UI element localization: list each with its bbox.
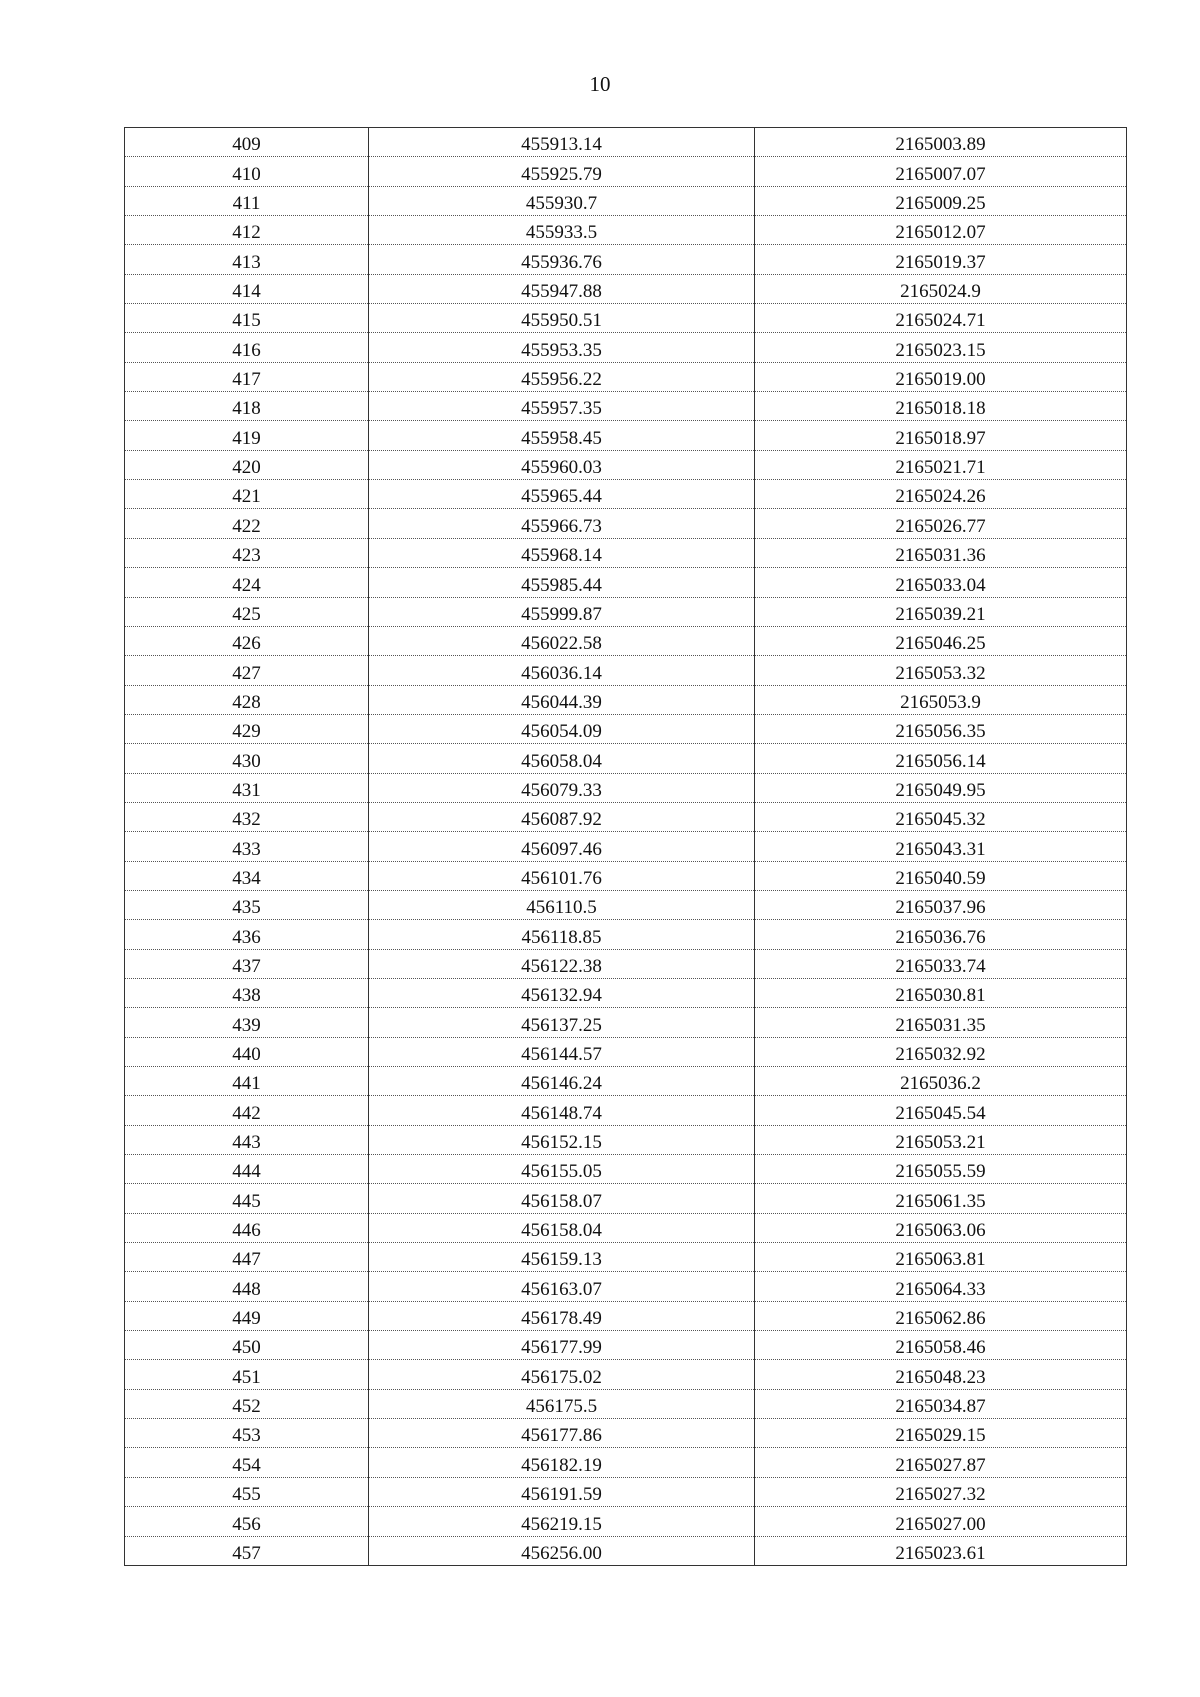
point-number-cell: 412: [125, 216, 369, 245]
point-number-cell: 454: [125, 1448, 369, 1477]
y-coordinate-cell: 2165055.59: [755, 1155, 1127, 1184]
x-coordinate-cell: 456219.15: [369, 1507, 755, 1536]
coordinates-table-body: [125, 128, 1127, 1566]
x-coordinate-cell: 456079.33: [369, 773, 755, 802]
table-row: [125, 714, 1127, 743]
table-row: [125, 656, 1127, 685]
table-row: [125, 685, 1127, 714]
point-number-cell: 424: [125, 568, 369, 597]
table-row: [125, 1419, 1127, 1448]
x-coordinate-cell: 456132.94: [369, 978, 755, 1007]
y-coordinate-cell: 2165021.71: [755, 450, 1127, 479]
table-row: [125, 274, 1127, 303]
point-number-cell: 415: [125, 304, 369, 333]
x-coordinate-cell: 456087.92: [369, 802, 755, 831]
point-number-cell: 431: [125, 773, 369, 802]
x-coordinate-cell: 456163.07: [369, 1272, 755, 1301]
point-number-cell: 413: [125, 245, 369, 274]
x-coordinate-cell: 455913.14: [369, 128, 755, 157]
table-row: [125, 1272, 1127, 1301]
y-coordinate-cell: 2165029.15: [755, 1419, 1127, 1448]
y-coordinate-cell: 2165046.25: [755, 626, 1127, 655]
point-number-cell: 442: [125, 1096, 369, 1125]
x-coordinate-cell: 455953.35: [369, 333, 755, 362]
point-number-cell: 447: [125, 1243, 369, 1272]
x-coordinate-cell: 456054.09: [369, 714, 755, 743]
x-coordinate-cell: 456036.14: [369, 656, 755, 685]
table-row: [125, 832, 1127, 861]
y-coordinate-cell: 2165036.76: [755, 920, 1127, 949]
point-number-cell: 409: [125, 128, 369, 157]
y-coordinate-cell: 2165063.81: [755, 1243, 1127, 1272]
point-number-cell: 433: [125, 832, 369, 861]
x-coordinate-cell: 456118.85: [369, 920, 755, 949]
x-coordinate-cell: 455956.22: [369, 362, 755, 391]
point-number-cell: 420: [125, 450, 369, 479]
y-coordinate-cell: 2165019.00: [755, 362, 1127, 391]
point-number-cell: 411: [125, 186, 369, 215]
table-row: [125, 1477, 1127, 1506]
x-coordinate-cell: 456146.24: [369, 1067, 755, 1096]
x-coordinate-cell: 455960.03: [369, 450, 755, 479]
table-row: [125, 186, 1127, 215]
table-row: [125, 1389, 1127, 1418]
table-row: [125, 538, 1127, 567]
point-number-cell: 416: [125, 333, 369, 362]
y-coordinate-cell: 2165039.21: [755, 597, 1127, 626]
table-row: [125, 568, 1127, 597]
y-coordinate-cell: 2165024.26: [755, 480, 1127, 509]
table-row: [125, 1507, 1127, 1536]
table-row: [125, 245, 1127, 274]
y-coordinate-cell: 2165062.86: [755, 1301, 1127, 1330]
y-coordinate-cell: 2165031.35: [755, 1008, 1127, 1037]
x-coordinate-cell: 456158.07: [369, 1184, 755, 1213]
point-number-cell: 456: [125, 1507, 369, 1536]
point-number-cell: 448: [125, 1272, 369, 1301]
page-number: 10: [589, 72, 611, 96]
point-number-cell: 429: [125, 714, 369, 743]
y-coordinate-cell: 2165009.25: [755, 186, 1127, 215]
y-coordinate-cell: 2165003.89: [755, 128, 1127, 157]
point-number-cell: 438: [125, 978, 369, 1007]
x-coordinate-cell: 456175.5: [369, 1389, 755, 1418]
y-coordinate-cell: 2165019.37: [755, 245, 1127, 274]
x-coordinate-cell: 455966.73: [369, 509, 755, 538]
point-number-cell: 423: [125, 538, 369, 567]
y-coordinate-cell: 2165023.15: [755, 333, 1127, 362]
table-row: [125, 450, 1127, 479]
table-row: [125, 802, 1127, 831]
x-coordinate-cell: 456177.99: [369, 1331, 755, 1360]
x-coordinate-cell: 456178.49: [369, 1301, 755, 1330]
point-number-cell: 453: [125, 1419, 369, 1448]
point-number-cell: 410: [125, 157, 369, 186]
point-number-cell: 451: [125, 1360, 369, 1389]
point-number-cell: 432: [125, 802, 369, 831]
point-number-cell: 444: [125, 1155, 369, 1184]
point-number-cell: 439: [125, 1008, 369, 1037]
y-coordinate-cell: 2165064.33: [755, 1272, 1127, 1301]
table-row: [125, 157, 1127, 186]
table-row: [125, 1155, 1127, 1184]
point-number-cell: 457: [125, 1536, 369, 1565]
x-coordinate-cell: 456182.19: [369, 1448, 755, 1477]
table-row: [125, 128, 1127, 157]
table-row: [125, 392, 1127, 421]
x-coordinate-cell: 456144.57: [369, 1037, 755, 1066]
table-row: [125, 216, 1127, 245]
point-number-cell: 414: [125, 274, 369, 303]
y-coordinate-cell: 2165030.81: [755, 978, 1127, 1007]
table-row: [125, 1331, 1127, 1360]
x-coordinate-cell: 456148.74: [369, 1096, 755, 1125]
x-coordinate-cell: 456137.25: [369, 1008, 755, 1037]
point-number-cell: 418: [125, 392, 369, 421]
y-coordinate-cell: 2165012.07: [755, 216, 1127, 245]
point-number-cell: 425: [125, 597, 369, 626]
y-coordinate-cell: 2165007.07: [755, 157, 1127, 186]
y-coordinate-cell: 2165036.2: [755, 1067, 1127, 1096]
y-coordinate-cell: 2165040.59: [755, 861, 1127, 890]
y-coordinate-cell: 2165045.32: [755, 802, 1127, 831]
y-coordinate-cell: 2165053.9: [755, 685, 1127, 714]
x-coordinate-cell: 456044.39: [369, 685, 755, 714]
coordinates-table: [124, 127, 1127, 1566]
table-row: [125, 890, 1127, 919]
point-number-cell: 446: [125, 1213, 369, 1242]
table-row: [125, 1037, 1127, 1066]
y-coordinate-cell: 2165056.35: [755, 714, 1127, 743]
y-coordinate-cell: 2165033.74: [755, 949, 1127, 978]
x-coordinate-cell: 455999.87: [369, 597, 755, 626]
y-coordinate-cell: 2165037.96: [755, 890, 1127, 919]
y-coordinate-cell: 2165024.71: [755, 304, 1127, 333]
y-coordinate-cell: 2165053.32: [755, 656, 1127, 685]
table-row: [125, 1536, 1127, 1565]
table-row: [125, 1184, 1127, 1213]
x-coordinate-cell: 456155.05: [369, 1155, 755, 1184]
point-number-cell: 426: [125, 626, 369, 655]
x-coordinate-cell: 455950.51: [369, 304, 755, 333]
table-row: [125, 978, 1127, 1007]
y-coordinate-cell: 2165049.95: [755, 773, 1127, 802]
table-row: [125, 304, 1127, 333]
table-row: [125, 1360, 1127, 1389]
table-row: [125, 421, 1127, 450]
y-coordinate-cell: 2165033.04: [755, 568, 1127, 597]
point-number-cell: 443: [125, 1125, 369, 1154]
x-coordinate-cell: 455930.7: [369, 186, 755, 215]
table-row: [125, 861, 1127, 890]
point-number-cell: 452: [125, 1389, 369, 1418]
x-coordinate-cell: 455925.79: [369, 157, 755, 186]
x-coordinate-cell: 456256.00: [369, 1536, 755, 1565]
x-coordinate-cell: 455933.5: [369, 216, 755, 245]
table-row: [125, 1301, 1127, 1330]
x-coordinate-cell: 456158.04: [369, 1213, 755, 1242]
x-coordinate-cell: 456191.59: [369, 1477, 755, 1506]
y-coordinate-cell: 2165048.23: [755, 1360, 1127, 1389]
x-coordinate-cell: 456152.15: [369, 1125, 755, 1154]
table-row: [125, 773, 1127, 802]
point-number-cell: 428: [125, 685, 369, 714]
table-row: [125, 744, 1127, 773]
x-coordinate-cell: 456097.46: [369, 832, 755, 861]
point-number-cell: 417: [125, 362, 369, 391]
x-coordinate-cell: 455965.44: [369, 480, 755, 509]
x-coordinate-cell: 455968.14: [369, 538, 755, 567]
y-coordinate-cell: 2165018.97: [755, 421, 1127, 450]
y-coordinate-cell: 2165061.35: [755, 1184, 1127, 1213]
x-coordinate-cell: 455957.35: [369, 392, 755, 421]
table-row: [125, 1448, 1127, 1477]
point-number-cell: 422: [125, 509, 369, 538]
y-coordinate-cell: 2165024.9: [755, 274, 1127, 303]
table-row: [125, 597, 1127, 626]
x-coordinate-cell: 455985.44: [369, 568, 755, 597]
x-coordinate-cell: 456159.13: [369, 1243, 755, 1272]
point-number-cell: 437: [125, 949, 369, 978]
y-coordinate-cell: 2165056.14: [755, 744, 1127, 773]
table-row: [125, 1125, 1127, 1154]
x-coordinate-cell: 456177.86: [369, 1419, 755, 1448]
point-number-cell: 427: [125, 656, 369, 685]
table-row: [125, 626, 1127, 655]
point-number-cell: 449: [125, 1301, 369, 1330]
y-coordinate-cell: 2165058.46: [755, 1331, 1127, 1360]
point-number-cell: 440: [125, 1037, 369, 1066]
y-coordinate-cell: 2165027.87: [755, 1448, 1127, 1477]
x-coordinate-cell: 456058.04: [369, 744, 755, 773]
y-coordinate-cell: 2165043.31: [755, 832, 1127, 861]
x-coordinate-cell: 456110.5: [369, 890, 755, 919]
point-number-cell: 445: [125, 1184, 369, 1213]
point-number-cell: 436: [125, 920, 369, 949]
point-number-cell: 434: [125, 861, 369, 890]
point-number-cell: 430: [125, 744, 369, 773]
table-row: [125, 1008, 1127, 1037]
point-number-cell: 435: [125, 890, 369, 919]
x-coordinate-cell: 455958.45: [369, 421, 755, 450]
x-coordinate-cell: 456022.58: [369, 626, 755, 655]
y-coordinate-cell: 2165026.77: [755, 509, 1127, 538]
table-row: [125, 1067, 1127, 1096]
x-coordinate-cell: 456175.02: [369, 1360, 755, 1389]
x-coordinate-cell: 456101.76: [369, 861, 755, 890]
y-coordinate-cell: 2165018.18: [755, 392, 1127, 421]
table-row: [125, 333, 1127, 362]
x-coordinate-cell: 456122.38: [369, 949, 755, 978]
y-coordinate-cell: 2165032.92: [755, 1037, 1127, 1066]
table-row: [125, 509, 1127, 538]
point-number-cell: 455: [125, 1477, 369, 1506]
point-number-cell: 441: [125, 1067, 369, 1096]
table-row: [125, 1213, 1127, 1242]
table-row: [125, 362, 1127, 391]
y-coordinate-cell: 2165034.87: [755, 1389, 1127, 1418]
x-coordinate-cell: 455947.88: [369, 274, 755, 303]
y-coordinate-cell: 2165053.21: [755, 1125, 1127, 1154]
x-coordinate-cell: 455936.76: [369, 245, 755, 274]
y-coordinate-cell: 2165045.54: [755, 1096, 1127, 1125]
point-number-cell: 450: [125, 1331, 369, 1360]
table-row: [125, 920, 1127, 949]
table-row: [125, 949, 1127, 978]
table-row: [125, 1096, 1127, 1125]
table-row: [125, 1243, 1127, 1272]
point-number-cell: 421: [125, 480, 369, 509]
y-coordinate-cell: 2165027.00: [755, 1507, 1127, 1536]
y-coordinate-cell: 2165023.61: [755, 1536, 1127, 1565]
table-row: [125, 480, 1127, 509]
y-coordinate-cell: 2165063.06: [755, 1213, 1127, 1242]
y-coordinate-cell: 2165031.36: [755, 538, 1127, 567]
point-number-cell: 419: [125, 421, 369, 450]
y-coordinate-cell: 2165027.32: [755, 1477, 1127, 1506]
